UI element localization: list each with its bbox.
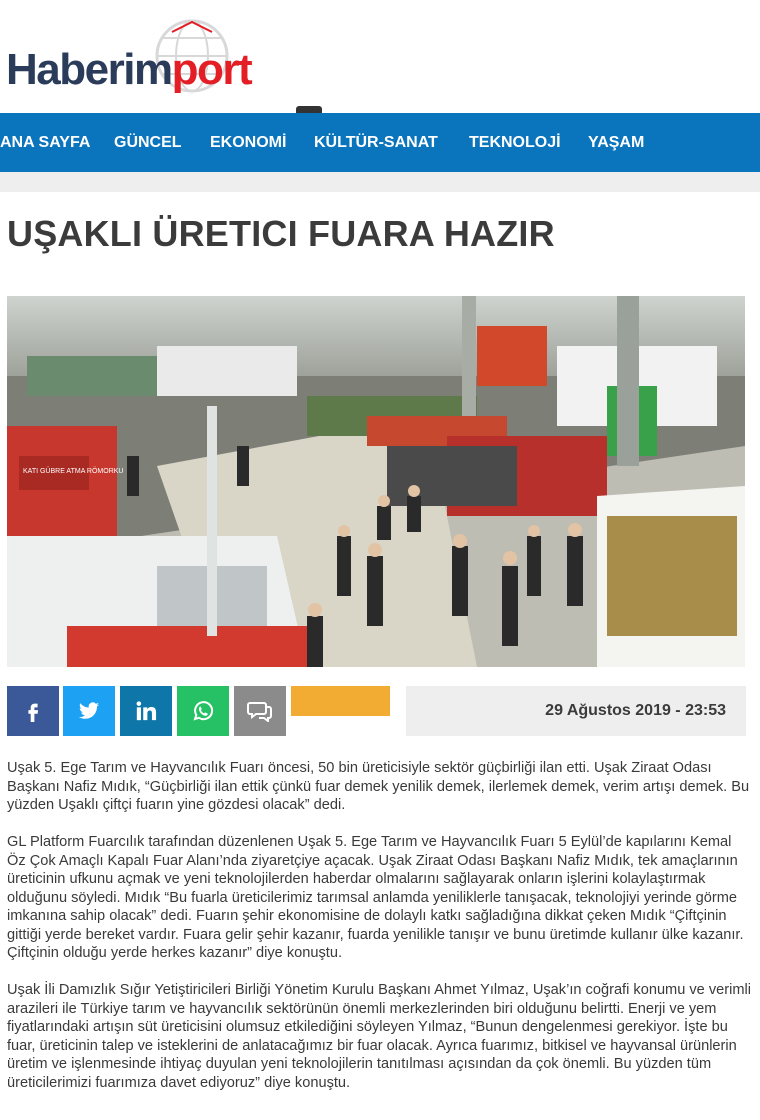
linkedin-icon <box>135 700 157 722</box>
trailer-sign: KATI GÜBRE ATMA RÖMORKU <box>23 468 124 475</box>
nav-item-ekonomi[interactable]: EKONOMİ <box>210 134 287 151</box>
share-linkedin-button[interactable] <box>120 686 172 736</box>
date-box <box>406 686 746 736</box>
header-notch <box>296 106 322 113</box>
logo-text-dark: Haberim <box>6 45 172 94</box>
facebook-icon <box>22 700 44 722</box>
accent-bar <box>291 686 390 716</box>
share-facebook-button[interactable] <box>7 686 59 736</box>
logo-text-red: port <box>171 45 252 94</box>
comments-button[interactable] <box>234 686 286 736</box>
site-logo[interactable] <box>6 45 252 94</box>
nav-item-yasam[interactable]: YAŞAM <box>588 134 645 151</box>
article-paragraph-3: Uşak İli Damızlık Sığır Yetiştiricileri Birliği Yönetim Kurulu Başkanı Ahmet Yılmaz, Uşak’ın coğrafi konumu ve verimli arazileri ile Türkiye tarım ve hayvancılık sektörünün önemli merkezlerinden biri olduğunu belirtti. Enerji ve yem fiyatlarındaki artışın süt üreticisini olumsuz etkilediğini söyleyen Yılmaz, “Bunun dengelenmesi gerekiyor. İşte bu fuar, üreticinin talep ve isteklerini de anlatacağımız bir fuar olacak. Ayrıca fuarımız, bitkisel ve hayvansal ürünlerin üretim ve işlenmesinde ihtiyaç duyulan yeni teknolojilerin tanıtılması açısından da çok önemli. Bu yüzden tüm üreticilerimizi fuarımıza davet ediyoruz” diye konuştu. <box>7 982 752 1091</box>
nav-item-kultur-sanat[interactable]: KÜLTÜR-SANAT <box>314 134 438 151</box>
article-image <box>7 296 745 667</box>
nav-item-ana-sayfa[interactable]: ANA SAYFA <box>0 134 91 151</box>
whatsapp-icon <box>191 699 215 723</box>
site-header <box>0 0 760 113</box>
article-title: UŞAKLI ÜRETICI FUARA HAZIR <box>7 213 555 254</box>
nav-item-guncel[interactable]: GÜNCEL <box>114 134 182 151</box>
comment-icon <box>247 700 273 722</box>
fair-hall-illustration <box>7 296 745 667</box>
publish-date: 29 Ağustos 2019 - 23:53 <box>545 702 726 719</box>
twitter-icon <box>77 700 101 722</box>
article-paragraph-2: GL Platform Fuarcılık tarafından düzenlenen Uşak 5. Ege Tarım ve Hayvancılık Fuarı 5 Eylül’de kapılarını Kemal Öz Çok Amaçlı Kapalı Fuar Alanı’nda ziyaretçiye açacak. Uşak Ziraat Odası Başkanı Nafiz Mıdık, tek amaçlarının üreticinin ufkunu açmak ve yeni teknolojilerden haberdar olmalarını sağlayarak onların işlerini kolaylaştırmak olduğunu söyledi. Mıdık “Bu fuarla üreticilerimiz tarımsal anlamda yeniliklerle tanışacak, teknolojiyi yerinde görme imkanına sahip olacak” dedi. Fuarın şehir ekonomisine de dolaylı katkı sağladığına dikkat çeken Mıdık “Çiftçinin gittiği yerde bereket vardır. Fuara gelir şehir kazanır, fuarda yenilikle tanışır ve bunu üretimde kullanır ülke kazanır. Çiftçinin olduğu yerde herkes kazanır” diye konuştu. <box>7 834 744 961</box>
nav-bottom-band <box>0 172 760 192</box>
main-nav <box>0 113 760 172</box>
article-paragraph-1: Uşak 5. Ege Tarım ve Hayvancılık Fuarı öncesi, 50 bin üreticisiyle sektör güçbirliği ilan etti. Uşak Ziraat Odası Başkanı Nafiz Mıdık, “Güçbirliği ilan ettik çünkü fuar demek yenilik demek, ilerlemek demek, verim artışı demek. Bu yüzden Uşaklı çiftçi fuarın yine gözdesi olacak” dedi. <box>7 760 750 813</box>
share-twitter-button[interactable] <box>63 686 115 736</box>
share-whatsapp-button[interactable] <box>177 686 229 736</box>
nav-item-teknoloji[interactable]: TEKNOLOJİ <box>469 134 561 151</box>
